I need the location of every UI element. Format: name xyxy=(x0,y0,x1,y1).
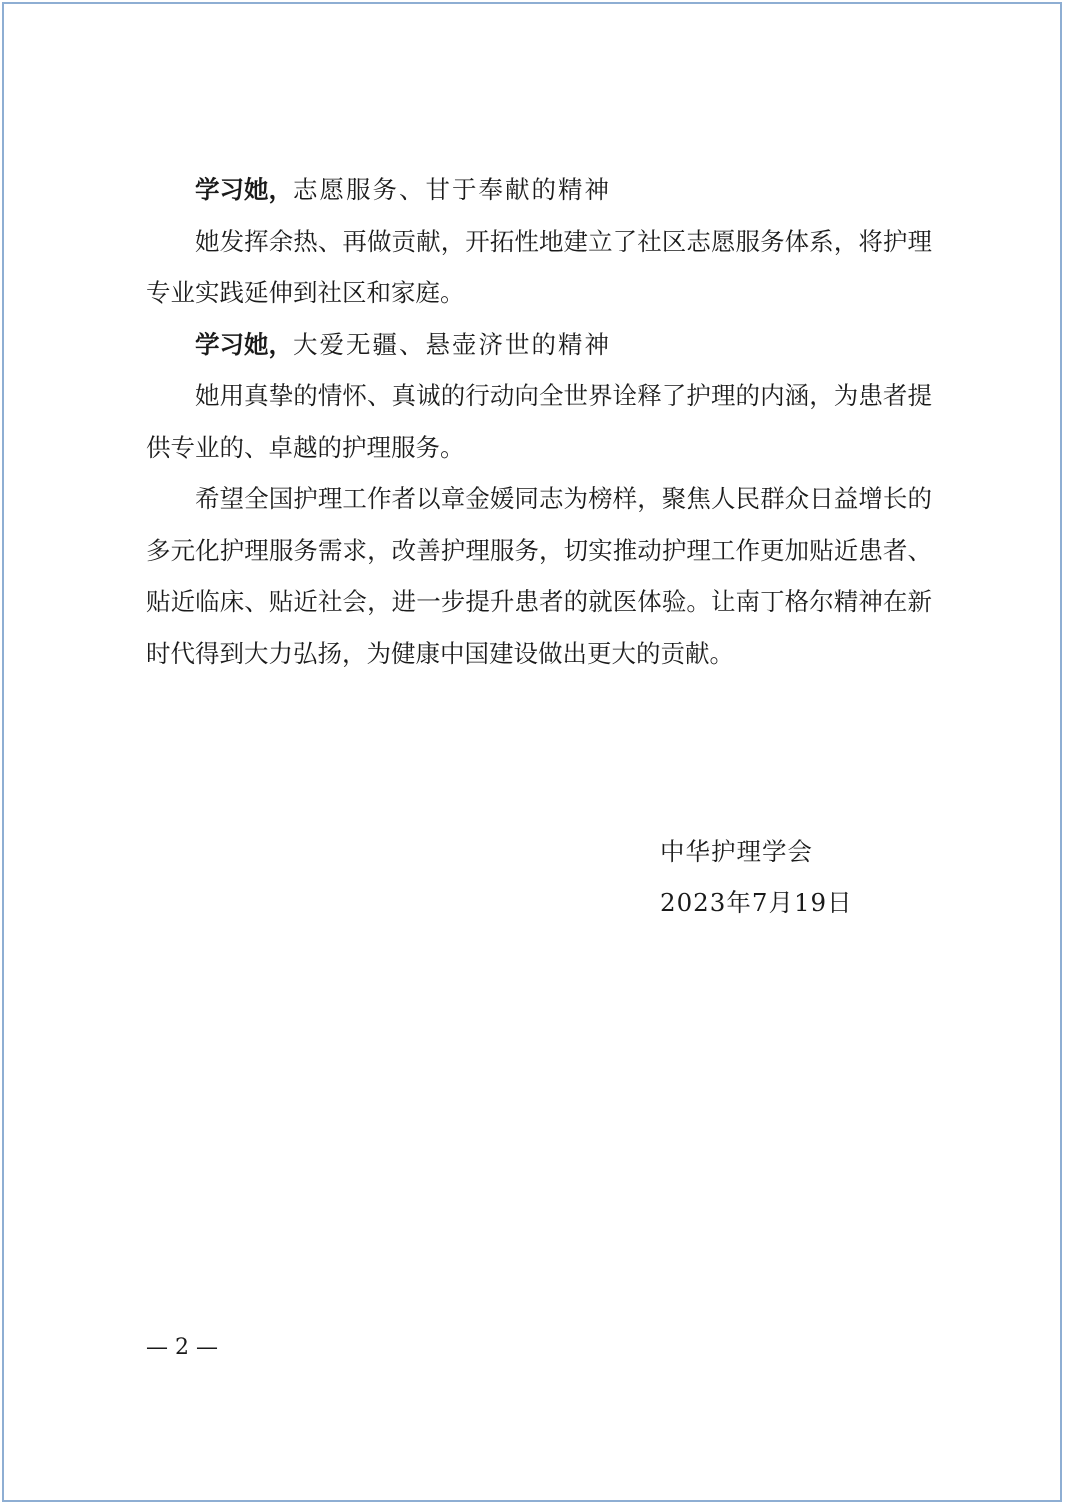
section-heading xyxy=(146,319,932,371)
signature-organization: 中华护理学会 xyxy=(660,837,813,866)
page-number: — 2 — xyxy=(146,1335,218,1360)
signature-date: 2023年7月19日 xyxy=(660,888,853,917)
section-paragraph: 她用真挚的情怀、真诚的行动向全世界诠释了护理的内涵，为患者提供专业的、卓越的护理服务。 xyxy=(146,381,932,462)
section-heading-lead: 学习她， xyxy=(195,329,293,359)
section-heading-lead: 学习她， xyxy=(195,175,293,204)
section-heading-text: 大爱无疆、悬壶济世的精神 xyxy=(293,329,611,359)
section-heading-text: 志愿服务、甘于奉献的精神 xyxy=(293,175,611,204)
section-heading xyxy=(146,164,932,216)
signature-block xyxy=(660,826,853,928)
closing-paragraph: 希望全国护理工作者以章金媛同志为榜样，聚焦人民群众日益增长的多元化护理服务需求，改善护理服务，切实推动护理工作更加贴近患者、贴近临床、贴近社会，进一步提升患者的就医体验。让南丁格尔精神在新时代得到大力弘扬，为健康中国建设做出更大的贡献。 xyxy=(146,484,932,668)
section-paragraph: 她发挥余热、再做贡献，开拓性地建立了社区志愿服务体系，将护理专业实践延伸到社区和家庭。 xyxy=(146,226,932,307)
document-body xyxy=(146,164,932,679)
